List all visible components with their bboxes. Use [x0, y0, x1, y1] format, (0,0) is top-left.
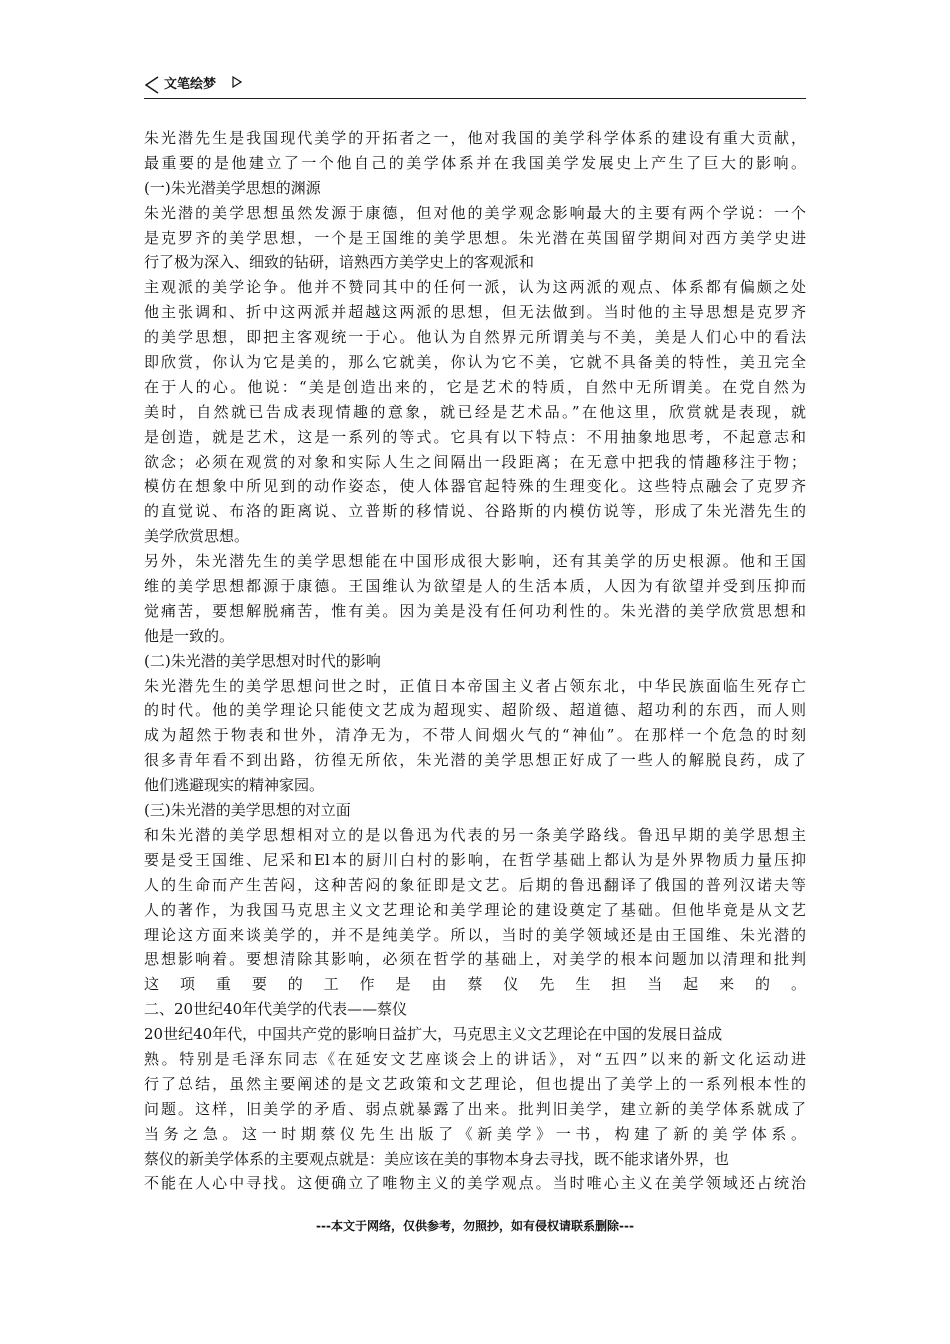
- text-line: 成为超然于物表和世外，清净无为，不带人间烟火气的“神仙”。在那样一个危急的时刻: [144, 726, 806, 745]
- text-line: 即欣赏，你认为它是美的，那么它就美，你认为它不美，它就不具备美的特性，美丑完全: [144, 353, 806, 372]
- text-line: 人的生命而产生苦闷，这种苦闷的象征即是文艺。后期的鲁迅翻译了俄国的普列汉诺夫等: [144, 875, 806, 894]
- text-line: 欲念；必须在观赏的对象和实际人生之间隔出一段距离；在无意中把我的情趣移注于物；: [144, 452, 806, 471]
- text-line: 美学欣赏思想。: [144, 527, 250, 546]
- text-line: 不能在人心中寻找。这便确立了唯物主义的美学观点。当时唯心主义在美学领域还占统治: [144, 1174, 806, 1193]
- text-line: 当务之急。这一时期蔡仪先生出版了《新美学》一书，构建了新的美学体系。: [144, 1124, 806, 1143]
- footer-disclaimer: ---本文于网络，仅供参考，勿照抄，如有侵权请联系删除---: [316, 1219, 634, 1233]
- text-line: 的时代。他的美学理论只能使文艺成为超现实、超阶级、超道德、超功利的东西，而人则: [144, 701, 806, 720]
- text-line: 他是一致的。: [144, 626, 235, 645]
- page-header: [144, 74, 806, 99]
- text-line: 要是受王国维、尼采和El本的厨川白村的影响，在哲学基础上都认为是外界物质力量压抑: [144, 850, 806, 869]
- text-line: 问题。这样，旧美学的矛盾、弱点就暴露了出来。批判旧美学，建立新的美学体系就成了: [144, 1099, 806, 1118]
- text-line: (三)朱光潜的美学思想的对立面: [144, 801, 351, 820]
- text-line: 美时，自然就已告成表现情趣的意象，就已经是艺术品。”在他这里，欣赏就是表现，就: [144, 402, 806, 421]
- text-line: 另外，朱光潜先生的美学思想能在中国形成很大影响，还有其美学的历史根源。他和王国: [144, 552, 806, 571]
- text-line: 思想影响着。要想清除其影响，必须在哲学的基础上，对美学的根本问题加以清理和批判: [144, 950, 806, 969]
- text-line: (一)朱光潜美学思想的渊源: [144, 178, 321, 197]
- text-line: 蔡仪的新美学体系的主要观点就是：美应该在美的事物本身去寻找，既不能求诸外界，也: [144, 1149, 730, 1168]
- text-line: 熟。特别是毛泽东同志《在延安文艺座谈会上的讲话》，对“五四”以来的新文化运动进: [144, 1049, 806, 1068]
- text-line: 朱光潜先生是我国现代美学的开拓者之一，他对我国的美学科学体系的建设有重大贡献，: [144, 129, 806, 147]
- text-line: 行了总结，虽然主要阐述的是文艺政策和文艺理论，但也提出了美学上的一系列根本性的: [144, 1074, 806, 1093]
- document-body: [144, 126, 806, 1196]
- text-line: 朱光潜的美学思想虽然发源于康德，但对他的美学观念影响最大的主要有两个学说：一个: [144, 203, 806, 222]
- text-line: 行了极为深入、细致的钻研，谙熟西方美学史上的客观派和: [144, 253, 535, 272]
- text-line: 朱光潜先生的美学思想问世之时，正值日本帝国主义者占领东北，中华民族面临生死存亡: [144, 676, 806, 695]
- header-title: 文笔绘梦: [164, 77, 217, 92]
- text-line: 20世纪40年代，中国共产党的影响日益扩大，马克思主义文艺理论在中国的发展日益成: [144, 1025, 723, 1044]
- text-line: 的直觉说、布洛的距离说、立普斯的移情说、谷路斯的内模仿说等，形成了朱光潜先生的: [144, 502, 806, 521]
- text-line: 和朱光潜的美学思想相对立的是以鲁迅为代表的另一条美学路线。鲁迅早期的美学思想主: [144, 825, 806, 844]
- triangle-right-icon: [232, 76, 242, 88]
- text-line: 二、20世纪40年代美学的代表——蔡仪: [144, 1000, 408, 1019]
- text-line: 这项重要的工作是由蔡仪先生担当起来的。: [144, 975, 806, 994]
- text-line: 理论这方面来谈美学的，并不是纯美学。所以，当时的美学领域还是由王国维、朱光潜的: [144, 925, 806, 944]
- text-line: 觉痛苦，要想解脱痛苦，惟有美。因为美是没有任何功利性的。朱光潜的美学欣赏思想和: [144, 601, 806, 620]
- text-line: 维的美学思想都源于康德。王国维认为欲望是人的生活本质，人因为有欲望并受到压抑而: [144, 577, 806, 596]
- text-line: 他们逃避现实的精神家园。: [144, 776, 325, 795]
- text-line: 模仿在想象中所见到的动作姿态，使人体器官起特殊的生理变化。这些特点融会了克罗齐: [144, 477, 806, 496]
- text-line: 是克罗齐的美学思想，一个是王国维的美学思想。朱光潜在英国留学期间对西方美学史进: [144, 228, 806, 247]
- text-line: 最重要的是他建立了一个他自己的美学体系并在我国美学发展史上产生了巨大的影响。: [144, 153, 806, 172]
- text-line: 主观派的美学论争。他并不赞同其中的任何一派，认为这两派的观点、体系都有偏颇之处: [144, 278, 806, 297]
- text-line: 是创造，就是艺术，这是一系列的等式。它具有以下特点：不用抽象地思考，不起意志和: [144, 427, 806, 446]
- text-line: (二)朱光潜的美学思想对时代的影响: [144, 651, 381, 670]
- text-line: 的美学思想，即把主客观统一于心。他认为自然界元所谓美与不美，美是人们心中的看法: [144, 328, 806, 347]
- text-line: 很多青年看不到出路，彷徨无所依，朱光潜的美学思想正好成了一些人的解脱良药，成了: [144, 751, 806, 770]
- text-line: 他主张调和、折中这两派并超越这两派的思想，但无法做到。当时他的主导思想是克罗齐: [144, 303, 806, 322]
- triangle-left-icon: [144, 76, 160, 94]
- text-line: 在于人的心。他说：“美是创造出来的，它是艺术的特质，自然中无所谓美。在党自然为: [144, 377, 806, 396]
- text-line: 人的著作，为我国马克思主义文艺理论和美学理论的建设奠定了基础。但他毕竟是从文艺: [144, 900, 806, 919]
